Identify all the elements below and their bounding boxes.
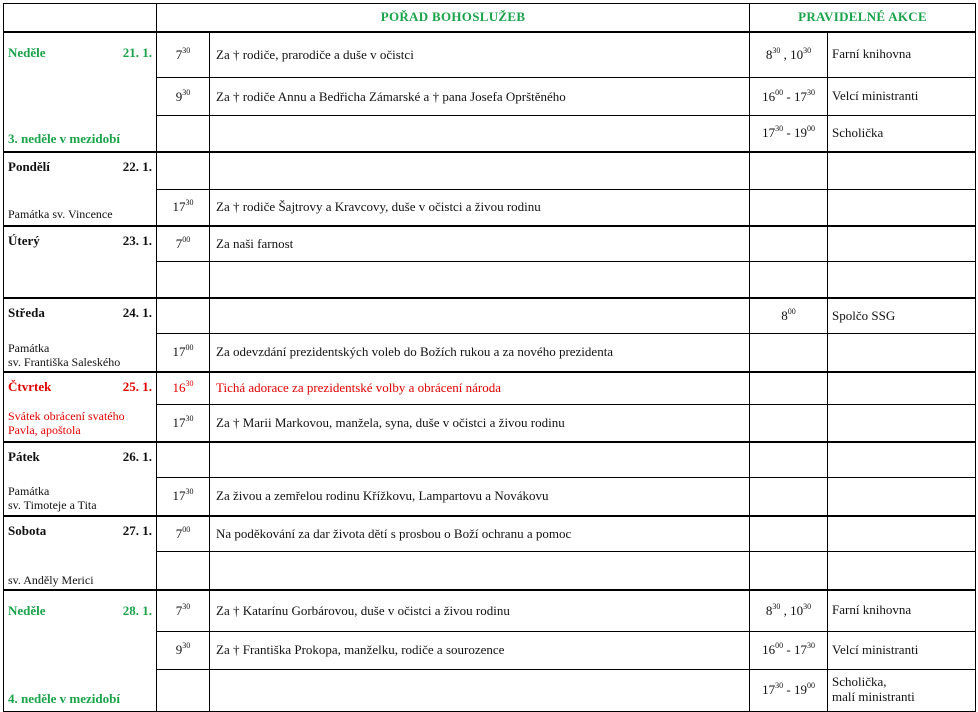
empty-intention bbox=[210, 442, 750, 478]
empty-action bbox=[828, 516, 976, 552]
service-time: $7^{30}$ bbox=[157, 590, 210, 632]
empty-time bbox=[157, 552, 210, 590]
day-cell-sunday-21 bbox=[4, 32, 157, 152]
day-cell-wednesday-24 bbox=[4, 298, 157, 372]
mass-intention: Za † Katarínu Gorbárovou, duše v očistci a živou rodinu bbox=[210, 590, 750, 632]
action-time: $17^{30} - 19^{00}$ bbox=[750, 116, 828, 152]
day-name: Pondělí bbox=[8, 158, 50, 174]
day-name: Středa bbox=[8, 304, 45, 320]
day-cell-sunday-28 bbox=[4, 590, 157, 712]
day-cell-saturday-27 bbox=[4, 516, 157, 590]
day-name: Sobota bbox=[8, 522, 47, 538]
liturgical-note: 4. neděle v mezidobí bbox=[8, 690, 120, 706]
header-row bbox=[4, 4, 976, 32]
table-row bbox=[4, 372, 976, 405]
feast-note: Památka sv. Františka Saleského bbox=[8, 340, 121, 370]
action-name: Scholička, malí ministranti bbox=[828, 669, 976, 711]
action-name: Velcí ministranti bbox=[828, 631, 976, 669]
action-time: $8^{30}$ , $10^{30}$ bbox=[750, 590, 828, 632]
mass-intention: Za † Marii Markovou, manžela, syna, duše v očistci a živou rodinu bbox=[210, 405, 750, 442]
day-date: 21. 1. bbox=[122, 44, 152, 60]
table-row bbox=[4, 590, 976, 632]
day-header bbox=[8, 233, 152, 249]
action-time: $16^{00} - 17^{30}$ bbox=[750, 631, 828, 669]
empty-action bbox=[828, 442, 976, 478]
liturgical-note: 3. neděle v mezidobí bbox=[8, 130, 120, 146]
action-name: Farní knihovna bbox=[828, 32, 976, 78]
table-row bbox=[4, 298, 976, 334]
empty-action-time bbox=[750, 334, 828, 372]
empty-time bbox=[157, 116, 210, 152]
empty-intention bbox=[210, 552, 750, 590]
mass-intention: Za odevzdání prezidentských voleb do Božích rukou a za nového prezidenta bbox=[210, 334, 750, 372]
empty-action-time bbox=[750, 189, 828, 225]
empty-action bbox=[828, 405, 976, 442]
table-row bbox=[4, 152, 976, 190]
action-name: Farní knihovna bbox=[828, 590, 976, 632]
feast-note: sv. Anděly Merici bbox=[8, 573, 94, 588]
empty-action bbox=[828, 372, 976, 405]
schedule-table bbox=[3, 3, 976, 712]
service-time: $17^{30}$ bbox=[157, 405, 210, 442]
day-date: 28. 1. bbox=[122, 602, 152, 618]
day-cell-monday-22 bbox=[4, 152, 157, 226]
day-date: 23. 1. bbox=[122, 232, 152, 248]
empty-action bbox=[828, 334, 976, 372]
empty-intention bbox=[210, 262, 750, 298]
empty-action bbox=[828, 478, 976, 516]
feast-note: Svátek obrácení svatého Pavla, apoštola bbox=[8, 408, 125, 438]
action-time: $8^{00}$ bbox=[750, 298, 828, 334]
day-name: Čtvrtek bbox=[8, 378, 52, 394]
mass-intention: Za naši farnost bbox=[210, 226, 750, 262]
actions-header: PRAVIDELNÉ AKCE bbox=[750, 4, 976, 32]
empty-action-time bbox=[750, 405, 828, 442]
service-time: $17^{30}$ bbox=[157, 189, 210, 225]
day-date: 22. 1. bbox=[122, 158, 152, 174]
service-time: $17^{30}$ bbox=[157, 478, 210, 516]
service-time: $9^{30}$ bbox=[157, 77, 210, 115]
mass-intention: Za † rodiče, prarodiče a duše v očistci bbox=[210, 32, 750, 78]
mass-intention: Za † rodiče Šajtrovy a Kravcovy, duše v očistci a živou rodinu bbox=[210, 189, 750, 225]
service-time: $9^{30}$ bbox=[157, 631, 210, 669]
day-name: Neděle bbox=[8, 44, 46, 60]
table-row bbox=[4, 226, 976, 262]
empty-time bbox=[157, 298, 210, 334]
empty-action-time bbox=[750, 478, 828, 516]
day-name: Úterý bbox=[8, 232, 40, 248]
feast-note: Památka sv. Vincence bbox=[8, 207, 113, 222]
day-name: Pátek bbox=[8, 448, 40, 464]
table-row bbox=[4, 516, 976, 552]
action-time: $8^{30}$ , $10^{30}$ bbox=[750, 32, 828, 78]
day-header bbox=[8, 305, 152, 321]
empty-action-time bbox=[750, 262, 828, 298]
service-time: $7^{00}$ bbox=[157, 516, 210, 552]
empty-action bbox=[828, 189, 976, 225]
day-cell-thursday-25 bbox=[4, 372, 157, 442]
empty-time bbox=[157, 152, 210, 190]
empty-action-time bbox=[750, 516, 828, 552]
service-time: $7^{30}$ bbox=[157, 32, 210, 78]
empty-action bbox=[828, 226, 976, 262]
day-cell-tuesday-23 bbox=[4, 226, 157, 298]
empty-action-time bbox=[750, 372, 828, 405]
mass-intention: Za živou a zemřelou rodinu Křížkovu, Lampartovu a Novákovu bbox=[210, 478, 750, 516]
empty-action bbox=[828, 152, 976, 190]
table-row bbox=[4, 32, 976, 78]
empty-intention bbox=[210, 669, 750, 711]
service-time: $7^{00}$ bbox=[157, 226, 210, 262]
action-name: Spolčo SSG bbox=[828, 298, 976, 334]
day-header bbox=[8, 449, 152, 465]
day-date: 25. 1. bbox=[122, 378, 152, 394]
day-name: Neděle bbox=[8, 602, 46, 618]
empty-time bbox=[157, 669, 210, 711]
empty-action bbox=[828, 262, 976, 298]
day-date: 27. 1. bbox=[122, 522, 152, 538]
header-empty-cell bbox=[4, 4, 157, 32]
empty-action-time bbox=[750, 152, 828, 190]
mass-intention: Za † Františka Prokopa, manželku, rodiče a sourozence bbox=[210, 631, 750, 669]
empty-action-time bbox=[750, 226, 828, 262]
mass-intention: Na poděkování za dar života dětí s prosbou o Boží ochranu a pomoc bbox=[210, 516, 750, 552]
day-header bbox=[8, 45, 152, 61]
action-time: $17^{30} - 19^{00}$ bbox=[750, 669, 828, 711]
action-time: $16^{00} - 17^{30}$ bbox=[750, 77, 828, 115]
empty-time bbox=[157, 442, 210, 478]
day-cell-friday-26 bbox=[4, 442, 157, 516]
empty-intention bbox=[210, 152, 750, 190]
day-header bbox=[8, 379, 152, 395]
empty-action-time bbox=[750, 442, 828, 478]
action-name: Velcí ministranti bbox=[828, 77, 976, 115]
day-header bbox=[8, 603, 152, 619]
empty-intention bbox=[210, 298, 750, 334]
table-row bbox=[4, 442, 976, 478]
empty-action bbox=[828, 552, 976, 590]
day-header bbox=[8, 159, 152, 175]
feast-note: Památka sv. Timoteje a Tita bbox=[8, 483, 97, 513]
mass-intention: Za † rodiče Annu a Bedřicha Zámarské a † pana Josefa Oprštěného bbox=[210, 77, 750, 115]
services-header: POŘAD BOHOSLUŽEB bbox=[157, 4, 750, 32]
action-name: Scholička bbox=[828, 116, 976, 152]
empty-action-time bbox=[750, 552, 828, 590]
day-date: 26. 1. bbox=[122, 448, 152, 464]
day-date: 24. 1. bbox=[122, 304, 152, 320]
empty-time bbox=[157, 262, 210, 298]
empty-intention bbox=[210, 116, 750, 152]
service-time: $17^{00}$ bbox=[157, 334, 210, 372]
adoration-intention: Tichá adorace za prezidentské volby a obrácení národa bbox=[210, 372, 750, 405]
day-header bbox=[8, 523, 152, 539]
service-time: $16^{30}$ bbox=[157, 372, 210, 405]
